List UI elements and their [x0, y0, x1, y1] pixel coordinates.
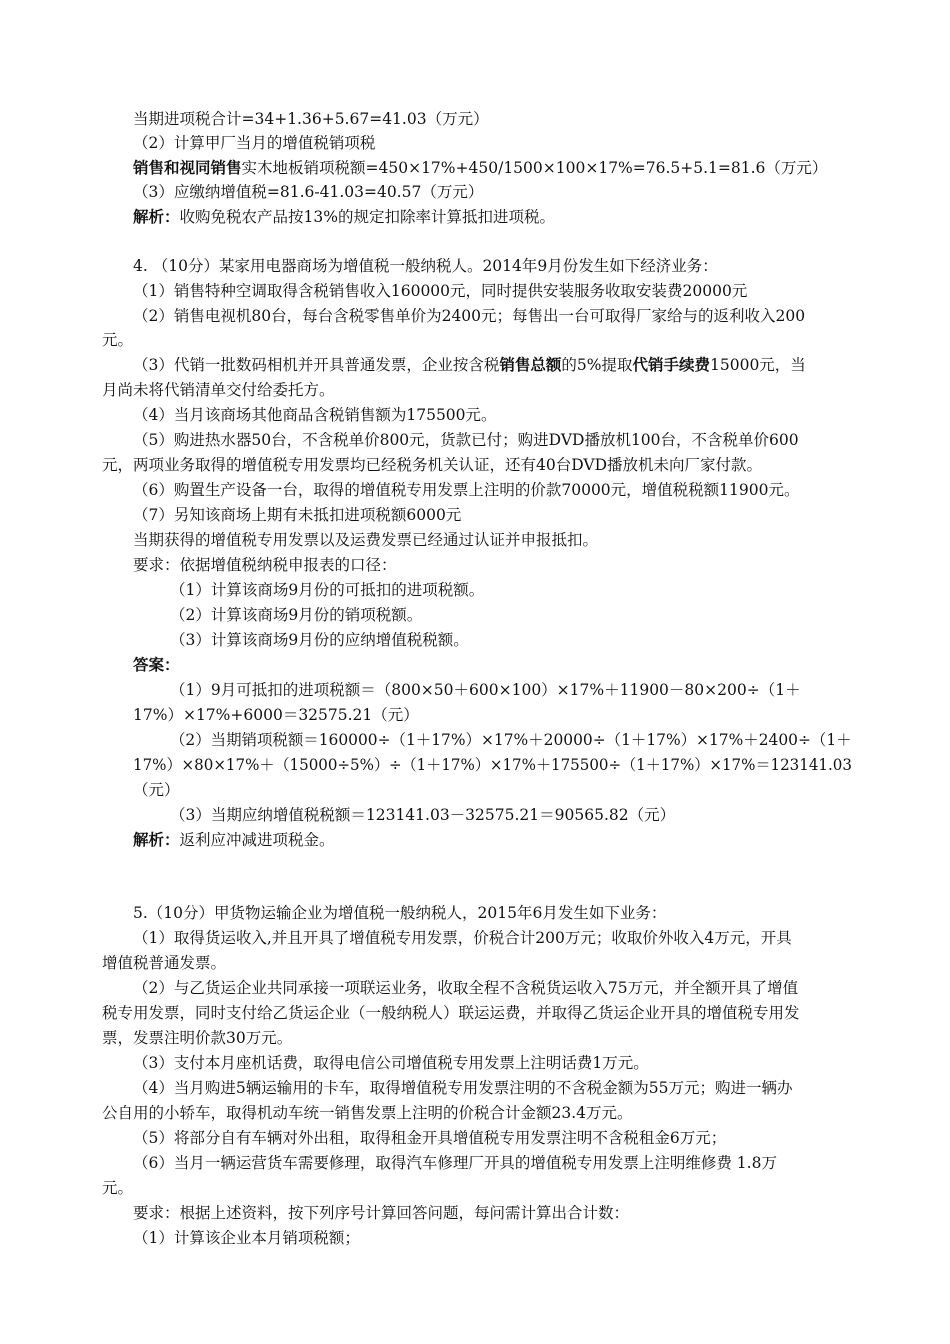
text-line: 元。	[102, 1179, 134, 1197]
text-line: 当期进项税合计=34+1.36+5.67=41.03（万元）	[133, 110, 489, 128]
answer-heading: 答案：	[133, 656, 180, 674]
text-line: 解析：返利应冲减进项税金。	[133, 831, 335, 849]
text-line: （1）销售特种空调取得含税销售收入160000元，同时提供安装服务收取安装费20000元	[133, 282, 748, 300]
text-line: 17%）×80×17%＋（15000÷5%）÷（1＋17%）×17%＋175500÷（1＋17%）×17%＝123141.03	[133, 756, 852, 774]
text-line: 元，两项业务取得的增值税专用发票均已经税务机关认证，还有40台DVD播放机未向厂家付款。	[102, 456, 763, 474]
text-line: （1）计算该企业本月销项税额；	[133, 1229, 360, 1247]
text-line: （1）9月可抵扣的进项税额＝（800×50＋600×100）×17%＋11900－80×200÷（1＋	[170, 681, 801, 699]
text-line: （6）购置生产设备一台，取得的增值税专用发票上注明的价款70000元，增值税税额11900元。	[133, 481, 800, 499]
text-line: （1）取得货运收入,并且开具了增值税专用发票，价税合计200万元；收取价外收入4万元，开具	[133, 929, 792, 947]
text-line: 销售和视同销售实木地板销项税额=450×17%+450/1500×100×17%=76.5+5.1=81.6（万元）	[133, 159, 828, 177]
question-heading: 4. （10分）某家用电器商场为增值税一般纳税人。2014年9月份发生如下经济业务：	[133, 257, 718, 275]
text-line: （4）当月该商场其他商品含税销售额为175500元。	[133, 406, 497, 424]
text-line: 月尚未将代销清单交付给委托方。	[102, 381, 335, 399]
text-line: （2）销售电视机80台，每台含税零售单价为2400元；每售出一台可取得厂家给与的返利收入200	[133, 307, 806, 325]
text-line: （1）计算该商场9月份的可抵扣的进项税额。	[170, 581, 485, 599]
text-line: 增值税普通发票。	[102, 954, 227, 972]
text-line: （2）与乙货运企业共同承接一项联运业务，收取全程不含税货运收入75万元，并全额开具了增值	[133, 979, 799, 997]
text-line: （3）支付本月座机话费，取得电信公司增值税专用发票上注明话费1万元。	[133, 1054, 649, 1072]
text-line: 要求：依据增值税纳税申报表的口径：	[133, 556, 397, 574]
text-line: （6）当月一辆运营货车需要修理，取得汽车修理厂开具的增值税专用发票上注明维修费 1.8万	[133, 1154, 777, 1172]
text-line: 公自用的小轿车，取得机动车统一销售发票上注明的价税合计金额23.4万元。	[102, 1104, 633, 1122]
text-line: 税专用发票，同时支付给乙货运企业（一般纳税人）联运运费，并取得乙货运企业开具的增值税专用发	[102, 1004, 800, 1022]
text-line: （元）	[133, 781, 180, 799]
text-line: （4）当月购进5辆运输用的卡车，取得增值税专用发票注明的不含税金额为55万元；购进一辆办	[133, 1079, 793, 1097]
text-line: （2）计算该商场9月份的销项税额。	[170, 606, 423, 624]
text-line: （3）代销一批数码相机并开具普通发票，企业按含税销售总额的5%提取代销手续费15000元，当	[133, 356, 806, 374]
text-line: 17%）×17%+6000＝32575.21（元）	[133, 706, 419, 724]
text-line: （3）当期应纳增值税税额＝123141.03－32575.21＝90565.82（元）	[170, 806, 676, 824]
text-line: （2）计算甲厂当月的增值税销项税	[133, 134, 376, 152]
text-line: （5）将部分自有车辆对外出租，取得租金开具增值税专用发票注明不含税租金6万元；	[133, 1129, 727, 1147]
text-line: （3）应缴纳增值税=81.6-41.03=40.57（万元）	[133, 183, 484, 201]
text-line: 当期获得的增值税专用发票以及运费发票已经通过认证并申报抵扣。	[133, 531, 599, 549]
question-heading: 5.（10分）甲货物运输企业为增值税一般纳税人，2015年6月发生如下业务：	[133, 904, 667, 922]
text-line: （5）购进热水器50台，不含税单价800元，货款已付；购进DVD播放机100台，不含税单价600	[133, 431, 799, 449]
text-line: （7）另知该商场上期有未抵扣进项税额6000元	[133, 506, 462, 524]
text-line: （2）当期销项税额＝160000÷（1＋17%）×17%＋20000÷（1＋17%）×17%＋2400÷（1＋	[170, 731, 852, 749]
text-line: 解析：收购免税农产品按13%的规定扣除率计算抵扣进项税。	[133, 208, 555, 226]
text-line: 票，发票注明价款30万元。	[102, 1029, 293, 1047]
text-line: 要求：根据上述资料，按下列序号计算回答问题，每问需计算出合计数：	[133, 1204, 630, 1222]
text-line: 元。	[102, 331, 134, 349]
text-line: （3）计算该商场9月份的应纳增值税税额。	[170, 631, 469, 649]
